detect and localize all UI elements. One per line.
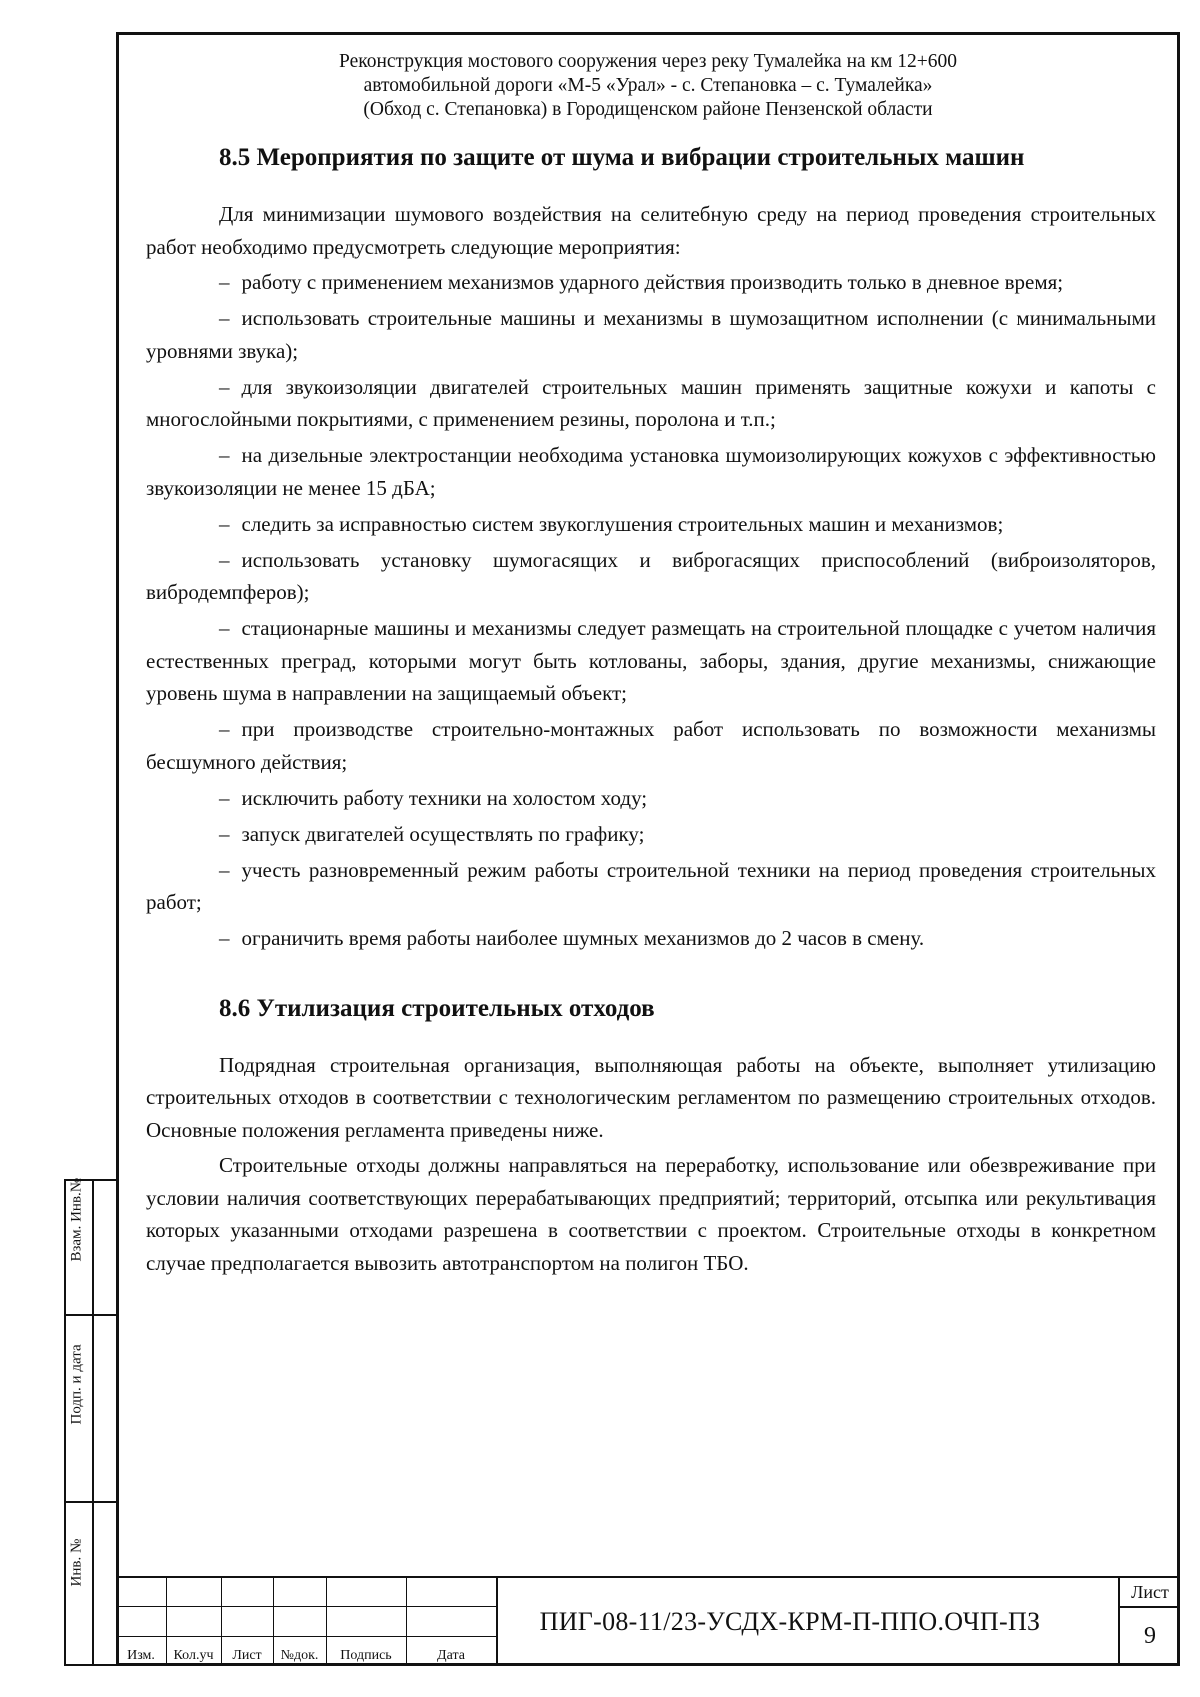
side-cell-inv (66, 1503, 116, 1668)
header-line-1: Реконструкция мостового сооружения через реку Тумалейка на км 12+600 (338, 51, 957, 72)
stamp-col-koluch: Кол.уч (173, 1648, 214, 1663)
revision-grid (116, 1578, 498, 1666)
section-85-title: 8.5 Мероприятия по защите от шума и вибрации строительных машин (219, 144, 1025, 171)
list-item: – следить за исправностью систем звукоглушения строительных машин и механизмов; (219, 511, 1004, 536)
list-item: – стационарные машины и механизмы следует размещать на строительной площадке с учетом наличия естественных преград, которыми могут быть котлованы, заборы, здания, другие механизмы, снижающие уровень шума в направлении на защищаемый объект; (146, 616, 1156, 705)
list-item: – исключить работу техники на холостом ходу; (219, 785, 648, 810)
list-item: – учесть разновременный режим работы строительной техники на период проведения строительных работ; (146, 857, 1156, 914)
list-item: – запуск двигателей осуществлять по графику; (219, 821, 645, 846)
list-item: – использовать установку шумогасящих и виброгасящих приспособлений (виброизоляторов, вибродемпферов); (146, 547, 1156, 604)
side-label-inv: Инв. № (68, 1538, 85, 1587)
side-label-vzam: Взам. Инв.№ (68, 1177, 85, 1262)
list-item: – при производстве строительно-монтажных работ использовать по возможности механизмы бесшумного действия; (146, 717, 1156, 774)
header-line-3: (Обход с. Степановка) в Городищенском районе Пензенской области (363, 99, 933, 120)
section-86-paragraph-2: Строительные отходы должны направляться на переработку, использование или обезвреживание при условии наличия соответствующих перерабатывающих предприятий; территорий, отсыпка или рекультивация которых указанными отходами разрешена в соответствии с проектом. Строительные отходы в конкретном случае предполагается вывозить автотранспортом на полигон ТБО. (146, 1153, 1156, 1275)
sheet-number: 9 (1144, 1623, 1156, 1649)
section-85-intro: Для минимизации шумового воздействия на селитебную среду на период проведения строительных работ необходимо предусмотреть следующие мероприятия: (146, 202, 1156, 259)
list-item: – ограничить время работы наиболее шумных механизмов до 2 часов в смену. (219, 926, 925, 950)
list-item: – работу с применением механизмов ударного действия производить только в дневное время; (219, 270, 1064, 294)
document-body (146, 140, 1156, 1282)
stamp-col-podpis: Подпись (340, 1648, 392, 1663)
list-item: – для звукоизоляции двигателей строительных машин применять защитные кожухи и капоты с многослойными покрытиями, с применением резины, поролона и т.п.; (146, 374, 1156, 431)
stamp-col-ndok: №док. (280, 1648, 319, 1663)
measures-list (146, 266, 1156, 955)
stamp-col-list: Лист (232, 1648, 262, 1663)
document-number: ПИГ-08-11/23-УСДХ-КРМ-П-ППО.ОЧП-ПЗ (539, 1607, 1041, 1636)
stamp-col-data: Дата (437, 1648, 465, 1663)
side-approval-table (64, 1179, 116, 1666)
side-cell-podp (66, 1316, 116, 1503)
document-header (116, 50, 1180, 122)
stamp-col-izm: Изм. (127, 1648, 155, 1663)
side-cell-vzam (66, 1177, 116, 1316)
title-block-stamp (116, 1576, 1180, 1666)
sheet-label: Лист (1120, 1578, 1180, 1608)
section-86-title: 8.6 Утилизация строительных отходов (219, 994, 655, 1022)
section-86-paragraph-1: Подрядная строительная организация, выполняющая работы на объекте, выполняет утилизацию строительных отходов в соответствии с технологическим регламентом по размещению строительных отходов. Основные положения регламента приведены ниже. (146, 1052, 1156, 1142)
list-item: – на дизельные электростанции необходима установка шумоизолирующих кожухов с эффективностью звукоизоляции не менее 15 дБА; (146, 443, 1156, 500)
list-item: – использовать строительные машины и механизмы в шумозащитном исполнении (с минимальными уровнями звука); (146, 306, 1156, 363)
side-label-podp: Подп. и дата (68, 1344, 85, 1425)
header-line-2: автомобильной дороги «М-5 «Урал» - с. Степановка – с. Тумалейка» (363, 75, 933, 96)
sheet-box (1118, 1578, 1180, 1666)
